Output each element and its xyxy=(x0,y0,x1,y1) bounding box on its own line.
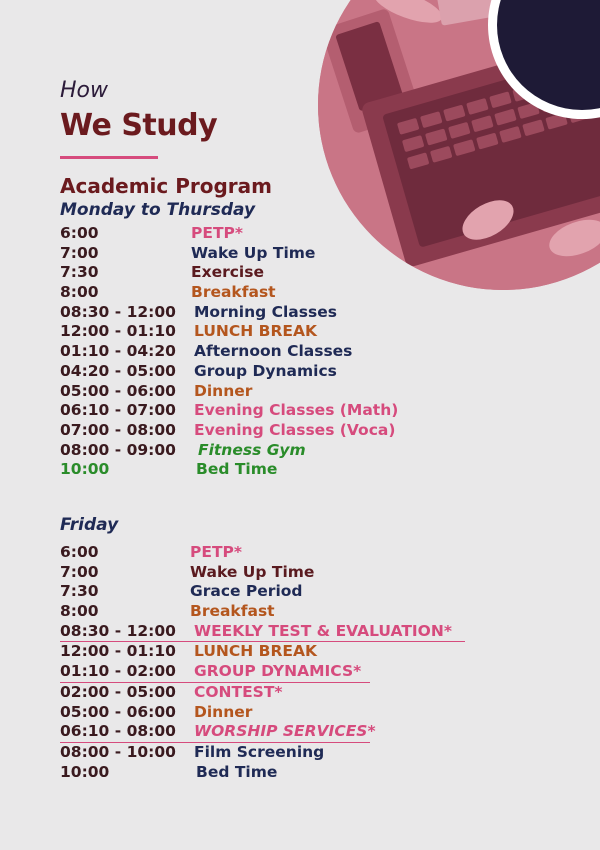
time: 06:10 - 07:00 xyxy=(60,401,176,420)
activity: Dinner xyxy=(194,381,253,400)
activity: LUNCH BREAK xyxy=(194,642,317,661)
time: 01:10 - 02:00 xyxy=(60,662,176,681)
schedule-row xyxy=(60,421,480,441)
time: 7:30 xyxy=(60,582,99,601)
schedule-row xyxy=(60,441,480,461)
activity: CONTEST* xyxy=(194,682,283,701)
schedule-row xyxy=(60,263,480,283)
time: 05:00 - 06:00 xyxy=(60,702,176,721)
time: 10:00 xyxy=(60,460,110,479)
activity: Dinner xyxy=(194,702,253,721)
activity: PETP* xyxy=(190,543,242,561)
activity: Wake Up Time xyxy=(191,243,316,262)
time: 7:30 xyxy=(60,263,99,282)
weekday-schedule xyxy=(60,224,480,480)
schedule-row-highlighted xyxy=(60,662,370,683)
activity: WORSHIP SERVICES* xyxy=(194,722,376,741)
time: 06:10 - 08:00 xyxy=(60,722,176,741)
heading-how: How xyxy=(60,78,108,103)
time: 10:00 xyxy=(60,762,110,781)
friday-label: Friday xyxy=(60,515,119,535)
time: 08:30 - 12:00 xyxy=(60,621,176,640)
time: 12:00 - 01:10 xyxy=(60,642,176,661)
schedule-row xyxy=(60,283,480,303)
activity: Group Dynamics xyxy=(194,361,337,380)
schedule-row-highlighted xyxy=(60,722,376,743)
title-underline xyxy=(60,156,158,159)
friday-schedule xyxy=(60,543,480,782)
time: 01:10 - 04:20 xyxy=(60,342,176,361)
time: 07:00 - 08:00 xyxy=(60,420,176,439)
schedule-row xyxy=(60,382,480,402)
schedule-row xyxy=(60,362,480,382)
activity: Evening Classes (Math) xyxy=(194,401,399,420)
activity: PETP* xyxy=(191,224,243,242)
time: 08:30 - 12:00 xyxy=(60,302,176,321)
time: 8:00 xyxy=(60,602,99,621)
schedule-row xyxy=(60,582,480,602)
activity: Breakfast xyxy=(190,602,275,621)
page-title: We Study xyxy=(60,108,218,143)
schedule-row xyxy=(60,642,480,662)
schedule-row xyxy=(60,342,480,362)
time: 7:00 xyxy=(60,562,99,581)
time: 7:00 xyxy=(60,243,99,262)
time: 6:00 xyxy=(60,543,99,561)
time: 05:00 - 06:00 xyxy=(60,381,176,400)
activity: Grace Period xyxy=(190,582,303,601)
activity: Bed Time xyxy=(196,460,278,479)
activity: GROUP DYNAMICS* xyxy=(194,662,362,681)
time: 08:00 - 09:00 xyxy=(60,440,176,459)
activity: Morning Classes xyxy=(194,302,337,321)
activity: WEEKLY TEST & EVALUATION* xyxy=(194,621,452,640)
schedule-row xyxy=(60,743,480,763)
schedule-row xyxy=(60,244,480,264)
schedule-row xyxy=(60,683,480,703)
schedule-row xyxy=(60,460,480,480)
time: 12:00 - 01:10 xyxy=(60,322,176,341)
program-title: Academic Program xyxy=(60,174,273,198)
schedule-row xyxy=(60,543,480,563)
activity: Film Screening xyxy=(194,742,325,761)
schedule-row xyxy=(60,763,480,783)
schedule-row xyxy=(60,703,480,723)
activity: Breakfast xyxy=(191,283,276,302)
schedule-row xyxy=(60,401,480,421)
schedule-row xyxy=(60,563,480,583)
time: 02:00 - 05:00 xyxy=(60,682,176,701)
weekdays-label: Monday to Thursday xyxy=(60,200,256,220)
schedule-row xyxy=(60,224,480,244)
activity: Wake Up Time xyxy=(190,562,315,581)
activity: Bed Time xyxy=(196,762,278,781)
schedule-row xyxy=(60,303,480,323)
activity: Exercise xyxy=(191,263,264,282)
schedule-row xyxy=(60,322,480,342)
time: 04:20 - 05:00 xyxy=(60,361,176,380)
schedule-row xyxy=(60,602,480,622)
activity: LUNCH BREAK xyxy=(194,322,317,341)
activity: Fitness Gym xyxy=(198,440,306,459)
activity: Evening Classes (Voca) xyxy=(194,420,396,439)
time: 08:00 - 10:00 xyxy=(60,742,176,761)
time: 6:00 xyxy=(60,224,99,242)
schedule-row-highlighted xyxy=(60,622,465,643)
time: 8:00 xyxy=(60,283,99,302)
activity: Afternoon Classes xyxy=(194,342,353,361)
